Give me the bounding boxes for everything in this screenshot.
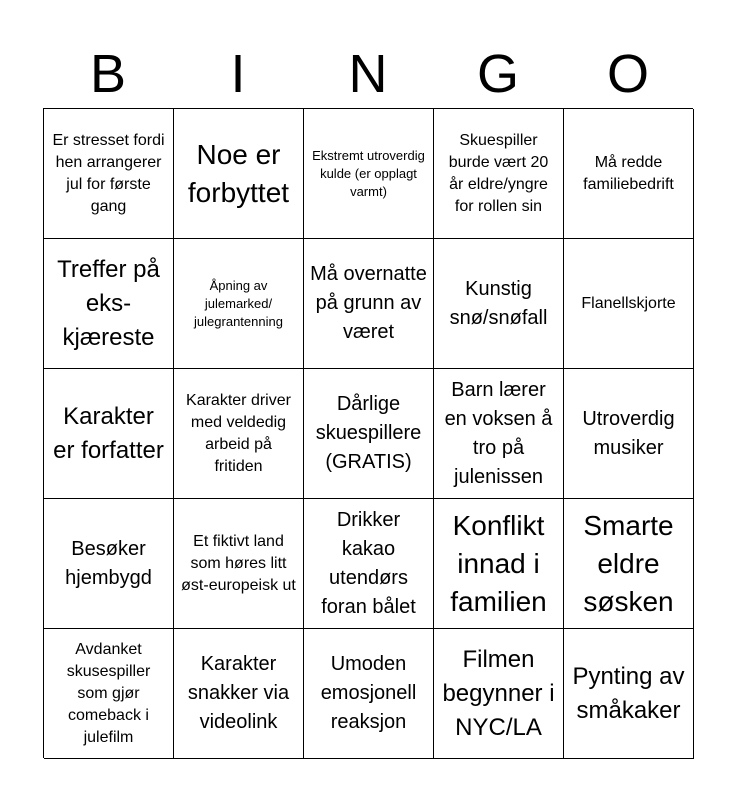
bingo-cell[interactable]: Kunstig snø/snøfall (434, 239, 564, 369)
bingo-card (43, 108, 693, 758)
bingo-cell[interactable]: Drikker kakao utendørs foran bålet (304, 499, 434, 629)
bingo-cell[interactable]: Barn lærer en voksen å tro på julenissen (434, 369, 564, 499)
header-letter-o: O (606, 44, 649, 104)
header-letter-n: N (348, 44, 388, 104)
header-letter-b: B (89, 44, 127, 104)
bingo-cell[interactable]: Ekstremt utroverdig kulde (er opplagt varmt) (304, 109, 434, 239)
bingo-cell[interactable]: Et fiktivt land som høres litt øst-europeisk ut (174, 499, 304, 629)
header-letter-i: I (230, 44, 246, 104)
bingo-cell[interactable]: Treffer på eks-kjæreste (44, 239, 174, 369)
bingo-cell[interactable]: Noe er forbyttet (174, 109, 304, 239)
bingo-cell[interactable]: Filmen begynner i NYC/LA (434, 629, 564, 759)
bingo-cell[interactable]: Åpning av julemarked/ julegrantenning (174, 239, 304, 369)
bingo-cell[interactable]: Må overnatte på grunn av været (304, 239, 434, 369)
bingo-cell[interactable]: Pynting av småkaker (564, 629, 694, 759)
bingo-cell[interactable]: Avdanket skusespiller som gjør comeback i julefilm (44, 629, 174, 759)
bingo-cell[interactable]: Besøker hjembygd (44, 499, 174, 629)
bingo-cell[interactable]: Må redde familiebedrift (564, 109, 694, 239)
bingo-cell[interactable]: Utroverdig musiker (564, 369, 694, 499)
bingo-cell[interactable]: Er stresset fordi hen arrangerer jul for første gang (44, 109, 174, 239)
bingo-cell[interactable]: Karakter snakker via videolink (174, 629, 304, 759)
bingo-cell[interactable]: Flanellskjorte (564, 239, 694, 369)
bingo-cell[interactable]: Konflikt innad i familien (434, 499, 564, 629)
bingo-header (43, 40, 693, 108)
bingo-cell[interactable]: Smarte eldre søsken (564, 499, 694, 629)
header-letter-g: G (476, 44, 519, 104)
bingo-cell[interactable]: Umoden emosjonell reaksjon (304, 629, 434, 759)
bingo-cell[interactable]: Karakter driver med veldedig arbeid på fritiden (174, 369, 304, 499)
bingo-cell[interactable]: Karakter er forfatter (44, 369, 174, 499)
bingo-cell[interactable]: Dårlige skuespillere (GRATIS) (304, 369, 434, 499)
bingo-cell[interactable]: Skuespiller burde vært 20 år eldre/yngre for rollen sin (434, 109, 564, 239)
